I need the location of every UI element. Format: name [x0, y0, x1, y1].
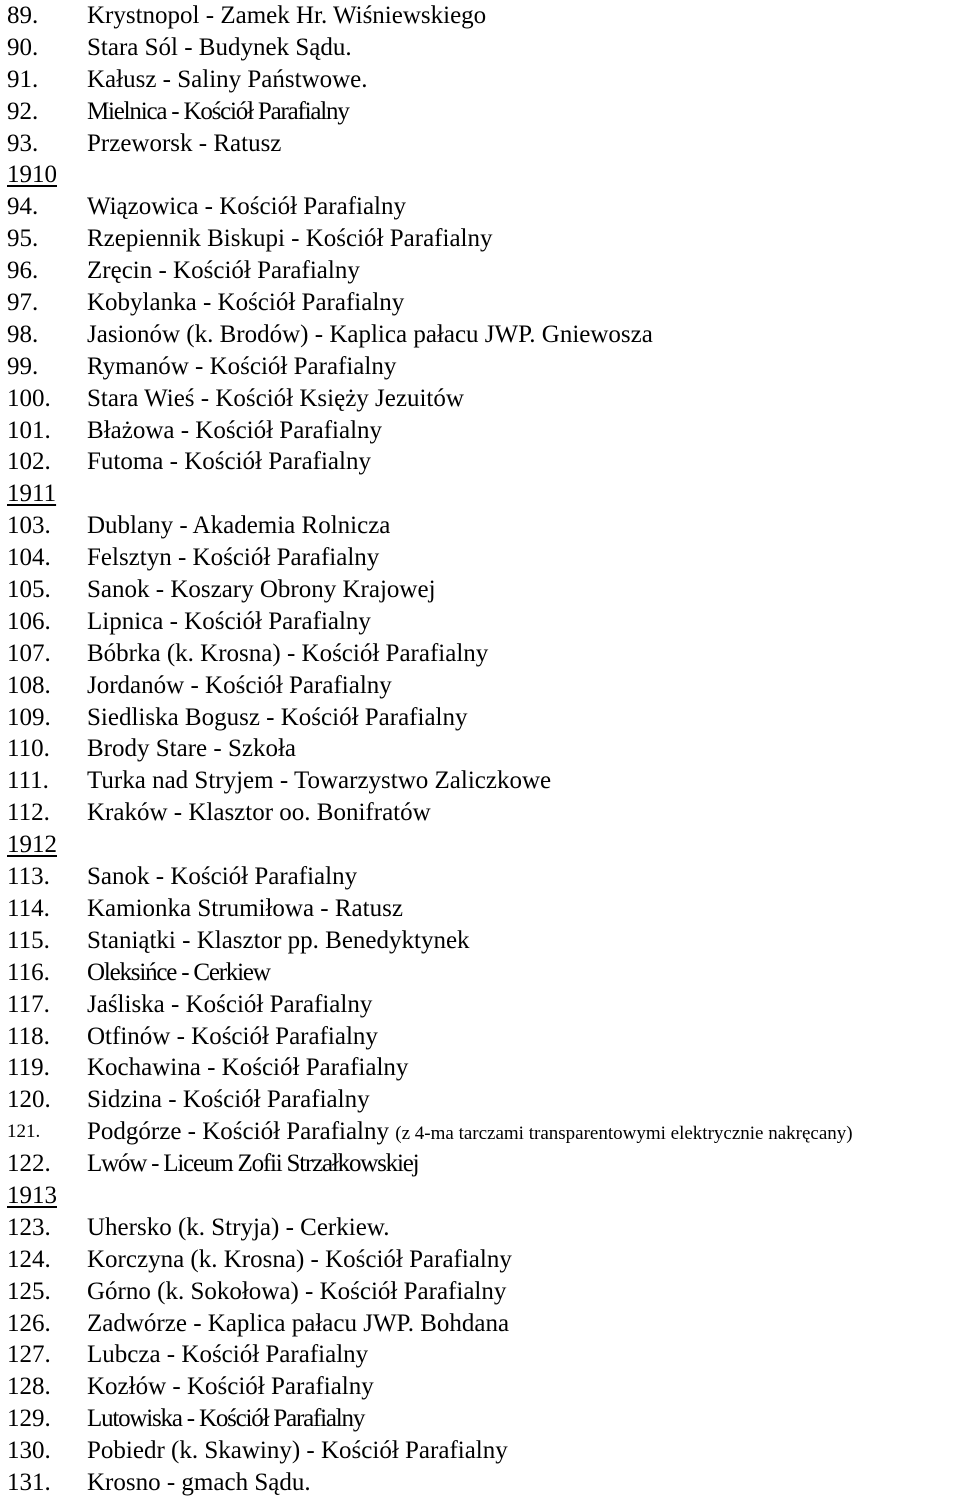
list-item	[0, 319, 960, 351]
item-location: Mielnica - Kościół Parafialny	[87, 97, 349, 125]
list-item	[0, 351, 960, 383]
item-text	[87, 96, 349, 128]
item-number: 99.	[7, 352, 39, 380]
list-item	[0, 32, 960, 64]
list-item	[0, 383, 960, 415]
item-location: Krystnopol - Zamek Hr. Wiśniewskiego	[87, 2, 487, 29]
list-item	[0, 733, 960, 765]
item-text	[87, 1308, 509, 1340]
item-location: Kamionka Strumiłowa - Ratusz	[87, 894, 403, 922]
item-location: Zręcin - Kościół Parafialny	[87, 257, 360, 285]
item-location: Kobylanka - Kościół Parafialny	[87, 289, 405, 317]
list-item	[0, 1021, 960, 1053]
item-location: Futoma - Kościół Parafialny	[87, 448, 371, 476]
list-item	[0, 702, 960, 734]
item-number: 93.	[7, 129, 39, 157]
item-number: 103.	[7, 512, 51, 540]
list-item	[0, 255, 960, 287]
item-number: 106.	[7, 607, 51, 635]
year-heading-row	[0, 478, 960, 510]
item-text	[87, 574, 436, 606]
item-location: Jordanów - Kościół Parafialny	[87, 671, 392, 699]
item-number: 105.	[7, 576, 51, 604]
item-location: Stara Sól - Budynek Sądu.	[87, 33, 352, 61]
item-number: 126.	[7, 1309, 51, 1337]
item-text	[87, 957, 270, 989]
item-location: Wiązowica - Kościół Parafialny	[87, 193, 407, 221]
list-item	[0, 0, 960, 32]
item-text	[87, 670, 392, 702]
list-item	[0, 223, 960, 255]
list-item	[0, 574, 960, 606]
item-location: Korczyna (k. Krosna) - Kościół Parafialny	[87, 1245, 512, 1273]
item-text	[87, 191, 406, 223]
item-location: Lubcza - Kościół Parafialny	[87, 1341, 369, 1369]
item-number: 131.	[7, 1468, 51, 1496]
item-location: Kałusz - Saliny Państwowe.	[87, 65, 368, 93]
list-item	[0, 606, 960, 638]
list-item	[0, 765, 960, 797]
item-number: 96.	[7, 257, 39, 285]
item-number: 127.	[7, 1341, 51, 1369]
list-item	[0, 1435, 960, 1467]
item-location: Felsztyn - Kościół Parafialny	[87, 544, 380, 572]
list-item	[0, 1244, 960, 1276]
item-text	[87, 32, 352, 64]
item-number: 111.	[7, 767, 49, 795]
item-text	[87, 1084, 370, 1116]
item-location: Błażowa - Kościół Parafialny	[87, 416, 383, 444]
year-heading: 1911	[7, 480, 57, 508]
item-location: Kozłów - Kościół Parafialny	[87, 1373, 374, 1401]
year-heading: 1910	[7, 161, 57, 189]
item-text	[87, 989, 372, 1021]
list-item	[0, 1276, 960, 1308]
list-item	[0, 925, 960, 957]
item-number: 104.	[7, 544, 51, 572]
item-text	[87, 510, 390, 542]
item-number: 100.	[7, 384, 51, 412]
item-location: Podgórze - Kościół Parafialny	[87, 1118, 390, 1146]
item-number: 112.	[7, 799, 50, 827]
year-heading-row	[0, 1180, 960, 1212]
item-text	[87, 702, 468, 734]
item-number: 94.	[7, 193, 39, 221]
item-text	[87, 415, 382, 447]
item-location: Zadwórze - Kaplica pałacu JWP. Bohdana	[87, 1309, 510, 1337]
item-text	[87, 255, 360, 287]
item-text	[87, 1435, 508, 1467]
item-location: Lutowiska - Kościół Parafialny	[87, 1405, 365, 1433]
item-text	[87, 319, 653, 351]
item-text	[87, 128, 281, 160]
item-location: Bóbrka (k. Krosna) - Kościół Parafialny	[87, 639, 489, 667]
item-number: 129.	[7, 1405, 51, 1433]
item-number: 89.	[7, 2, 39, 29]
item-text	[87, 542, 379, 574]
list-item	[0, 446, 960, 478]
item-text	[87, 606, 371, 638]
item-text	[87, 1467, 311, 1499]
item-number: 123.	[7, 1213, 51, 1241]
list-item	[0, 1116, 960, 1148]
list-item	[0, 1052, 960, 1084]
item-text	[87, 893, 403, 925]
list-item	[0, 128, 960, 160]
item-text	[87, 765, 551, 797]
item-number: 120.	[7, 1086, 51, 1114]
item-text	[87, 383, 464, 415]
list-item	[0, 638, 960, 670]
item-number: 122.	[7, 1150, 51, 1178]
item-location: Uhersko (k. Stryja) - Cerkiew.	[87, 1213, 390, 1241]
item-number: 117.	[7, 990, 50, 1018]
item-number: 118.	[7, 1022, 50, 1050]
item-text	[87, 638, 488, 670]
item-location: Turka nad Stryjem - Towarzystwo Zaliczkowe	[87, 767, 552, 795]
item-text	[87, 733, 296, 765]
item-location: Lwów - Liceum Zofii Strzałkowskiej	[87, 1150, 419, 1178]
item-text	[87, 223, 492, 255]
list-item	[0, 989, 960, 1021]
item-note: (z 4-ma tarczami transparentowymi elektrycznie nakręcany)	[395, 1123, 853, 1145]
list-item	[0, 191, 960, 223]
item-text	[87, 1371, 374, 1403]
item-text	[87, 1021, 378, 1053]
item-number: 101.	[7, 416, 51, 444]
item-text	[87, 1276, 506, 1308]
item-location: Lipnica - Kościół Parafialny	[87, 607, 371, 635]
item-location: Otfinów - Kościół Parafialny	[87, 1022, 378, 1050]
item-location: Staniątki - Klasztor pp. Benedyktynek	[87, 926, 470, 954]
item-text	[87, 1052, 408, 1084]
list-item	[0, 96, 960, 128]
item-location: Sidzina - Kościół Parafialny	[87, 1086, 370, 1114]
year-heading: 1913	[7, 1181, 57, 1209]
list-item	[0, 1308, 960, 1340]
item-location: Rymanów - Kościół Parafialny	[87, 352, 397, 380]
item-text	[87, 1212, 389, 1244]
item-location: Rzepiennik Biskupi - Kościół Parafialny	[87, 225, 493, 253]
list-item	[0, 670, 960, 702]
list-item	[0, 797, 960, 829]
item-number: 107.	[7, 639, 51, 667]
list-item	[0, 1403, 960, 1435]
list-item	[0, 1212, 960, 1244]
list-item	[0, 861, 960, 893]
list-item	[0, 1084, 960, 1116]
item-number: 130.	[7, 1437, 51, 1465]
item-location: Brody Stare - Szkoła	[87, 735, 296, 763]
item-location: Kraków - Klasztor oo. Bonifratów	[87, 799, 431, 827]
list-item	[0, 957, 960, 989]
list-item	[0, 542, 960, 574]
item-text	[87, 1244, 512, 1276]
list-item	[0, 893, 960, 925]
year-heading-row	[0, 829, 960, 861]
item-number: 116.	[7, 958, 50, 986]
list-item	[0, 64, 960, 96]
item-location: Górno (k. Sokołowa) - Kościół Parafialny	[87, 1277, 507, 1305]
item-number: 92.	[7, 97, 39, 125]
item-text	[87, 446, 371, 478]
item-location: Dublany - Akademia Rolnicza	[87, 512, 391, 540]
item-location: Przeworsk - Ratusz	[87, 129, 282, 157]
item-text	[87, 1403, 364, 1435]
item-number: 109.	[7, 703, 51, 731]
item-number: 113.	[7, 863, 50, 891]
item-text	[87, 925, 470, 957]
item-location: Pobiedr (k. Skawiny) - Kościół Parafialny	[87, 1437, 508, 1465]
item-text	[87, 797, 431, 829]
item-text	[87, 1148, 418, 1180]
item-location: Kochawina - Kościół Parafialny	[87, 1054, 409, 1082]
item-number: 97.	[7, 289, 39, 317]
item-location: Sanok - Kościół Parafialny	[87, 863, 358, 891]
item-number: 121.	[7, 1121, 41, 1143]
item-text	[87, 64, 368, 96]
year-heading: 1912	[7, 831, 57, 859]
item-location: Stara Wieś - Kościół Księży Jezuitów	[87, 384, 464, 412]
item-text	[87, 1116, 853, 1150]
list-item	[0, 510, 960, 542]
item-location: Oleksińce - Cerkiew	[87, 958, 270, 986]
item-number: 115.	[7, 926, 50, 954]
list-item	[0, 287, 960, 319]
item-text	[87, 0, 486, 32]
list-item	[0, 1148, 960, 1180]
item-location: Krosno - gmach Sądu.	[87, 1468, 311, 1496]
item-number: 124.	[7, 1245, 51, 1273]
item-number: 119.	[7, 1054, 50, 1082]
item-location: Jaśliska - Kościół Parafialny	[87, 990, 373, 1018]
item-number: 90.	[7, 33, 39, 61]
list-item	[0, 1467, 960, 1499]
item-location: Sanok - Koszary Obrony Krajowej	[87, 576, 436, 604]
item-number: 125.	[7, 1277, 51, 1305]
item-text	[87, 1339, 368, 1371]
item-text	[87, 287, 404, 319]
item-number: 110.	[7, 735, 50, 763]
list-item	[0, 415, 960, 447]
year-heading-row	[0, 159, 960, 191]
item-text	[87, 351, 396, 383]
item-number: 95.	[7, 225, 39, 253]
list-item	[0, 1371, 960, 1403]
item-number: 98.	[7, 320, 39, 348]
item-number: 108.	[7, 671, 51, 699]
item-location: Siedliska Bogusz - Kościół Parafialny	[87, 703, 468, 731]
item-text	[87, 861, 357, 893]
item-number: 102.	[7, 448, 51, 476]
list-item	[0, 1339, 960, 1371]
item-number: 91.	[7, 65, 39, 93]
item-number: 114.	[7, 894, 50, 922]
item-location: Jasionów (k. Brodów) - Kaplica pałacu JWP. Gniewosza	[87, 320, 653, 348]
item-number: 128.	[7, 1373, 51, 1401]
